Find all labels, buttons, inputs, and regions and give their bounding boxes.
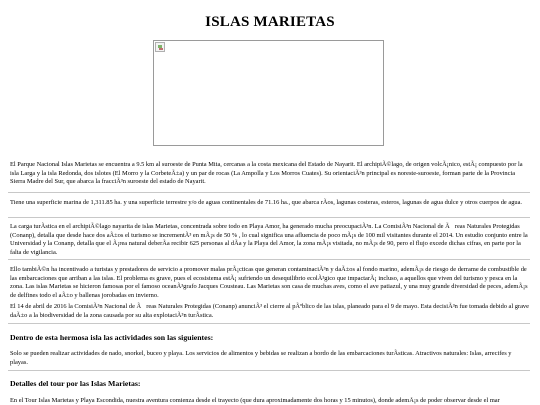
divider [8,323,530,324]
page-title: ISLAS MARIETAS [205,14,335,30]
paragraph-tour: En el Tour Islas Marietas y Playa Escondida, nuestra aventura comienza desde el trayecto (que dura aproximadamente dos horas y 15 minutos), donde ademÃ¡s de poder observar desde el mar [10,397,500,404]
broken-image [153,40,384,146]
paragraph-intro: El Parque Nacional Islas Marietas se encuentra a 9.5 km al suroeste de Punta Mita, cercanas a la costa mexicana del Estado de Nayarit. El archipiÃ©lago, de origen volcÃ¡nico, estÃ¡ compuesto por la isla Larga y la isla Redonda, dos islotes (El Morro y la CorbeteÃ±a) y un par de rocas (La Ampolla y Los Morros Cuates). Su orientaciÃ³n principal es noreste-suroeste, forman parte de la Provincia Sierra Madre del Sur, que abarca la fracciÃ³n suroeste del estado de Nayarit. [10,161,523,185]
paragraph-bad-practices: Ello tambiÃ©n ha incentivado a turistas y prestadores de servicio a promover malas prÃ¡cticas que generan contaminaciÃ³n y daÃ±os al fondo marino, ademÃ¡s de riesgo de derrame de combustible de las embarcaciones que arriban a las islas. El problema es grave, pues el ecosistema estÃ¡ sufriendo un desequilibrio ecolÃ³gico que impactarÃ¡ incluso, a aquellos que viven del turismo y pesca en la zona. Las islas Marietas se hicieron famosas por el famoso oceanÃ³grafo Jacques Cousteau. Las Marietas son casa de muchas aves, como el ave patiazul, y una muy grande diversidad de peces, ademÃ¡s de delfines todo el aÃ±o y ballenas jorobadas en invierno. [10,266,528,299]
paragraph-activities: Solo se pueden realizar actividades de nado, snorkel, buceo y playa. Los servicios de alimentos y bebidas se realizan a bordo de las embarcaciones turÃsticas. Atractivos naturales: Islas, arrecifes y playas. [10,350,512,366]
section-heading-activities: Dentro de esta hermosa isla las actividades son las siguientes: [10,333,214,342]
section-heading-tour: Detalles del tour por las Islas Marietas: [10,379,141,388]
divider [8,217,530,218]
broken-image-icon [155,42,165,52]
paragraph-tourism-load: La carga turÃstica en el archipiÃ©lago nayarita de islas Marietas, concentrada sobre todo en Playa Amor, ha generado mucha preocupaciÃ³n. La ComisiÃ³n Nacional de Ãreas Naturales Protegidas (Conanp), detalla que desde hace dos aÃ±os el turismo se incrementÃ³ en mÃ¡s de 50 % , lo cual significa una afluencia de poco mÃ¡s de 100 mil visitantes durante el 2014. Un estudio conjunto entre la Universidad y la Conanp, detalla que el Ã¡rea natural deberÃa recibir 625 personas al dÃa y la Playa del Amor, la zona mÃ¡s visitada, no mÃ¡s de 90, pero el flujo excede dichas cifras, en parte por la falta de vigilancia. [10,223,528,256]
divider [8,259,530,260]
paragraph-closure: El 14 de abril de 2016 la ComisiÃ³n Nacional de Ãreas Naturales Protegidas (Conanp) anunciÃ³ el cierre al pÃºblico de las islas, planeado para el 9 de mayo. Esta decisiÃ³n fue tomada debido al grave daÃ±o a la biodiversidad de la zona causada por su alta explotaciÃ³n turÃstica. [10,303,529,319]
divider [8,192,530,193]
paragraph-surface: Tiene una superficie marina de 1,311.85 ha. y una superficie terrestre y/o de aguas continentales de 71.16 ha., que abarca rÃos, lagunas costeras, esteros, lagunas de agua dulce y otros cuerpos de agua. [10,199,523,206]
divider [8,370,530,371]
